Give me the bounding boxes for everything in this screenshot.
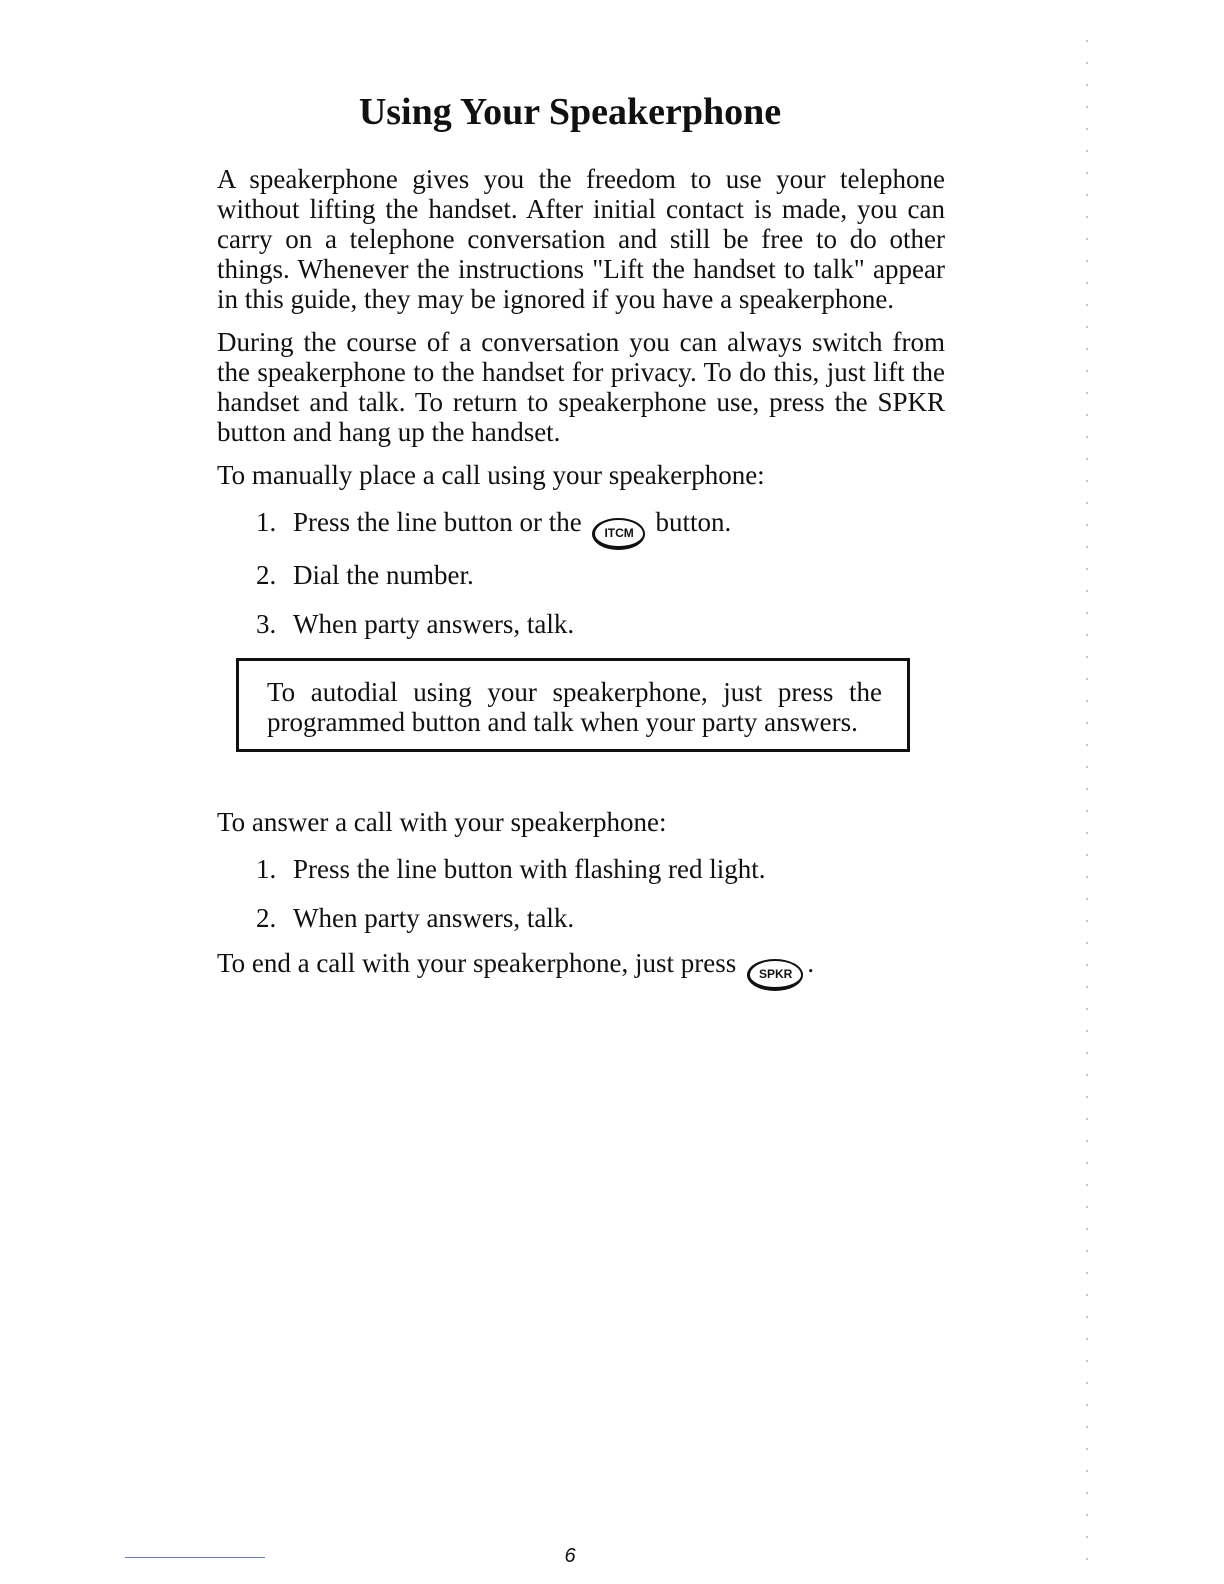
answer-call-heading: To answer a call with your speakerphone: (217, 807, 667, 837)
answer-call-step-1 (256, 854, 765, 884)
step-text: Press the line button or the (293, 507, 582, 537)
step-number: 1. (256, 854, 277, 884)
page-number: 6 (564, 1545, 576, 1567)
end-call-period: . (807, 948, 815, 978)
privacy-paragraph: During the course of a conversation you can always switch from the speakerphone to the handset for privacy. To do this, just lift the handset and talk. To return to speakerphone use, press the SPKR button and hang up the handset. (217, 327, 945, 447)
step-number: 2. (256, 560, 277, 590)
intro-paragraph: A speakerphone gives you the freedom to use your telephone without lifting the handset. After initial contact is made, you can carry on a telephone conversation and still be free to do other things. Whenever the instructions "Lift the handset to talk" appear in this guide, they may be ignored if you have a speakerphone. (217, 164, 945, 314)
step-text: Press the line button with flashing red light. (293, 854, 766, 884)
answer-call-step-2 (256, 903, 574, 933)
scan-edge-noise (1085, 30, 1089, 1560)
step-text-after: button. (655, 507, 732, 537)
step-number: 1. (256, 507, 277, 537)
step-text: Dial the number. (293, 560, 474, 590)
itcm-button-icon: ITCM (592, 518, 644, 550)
page-title: Using Your Speakerphone (358, 91, 782, 133)
step-number: 3. (256, 609, 277, 639)
place-call-heading: To manually place a call using your speakerphone: (217, 460, 765, 490)
place-call-step-1 (256, 507, 731, 550)
end-call-text: To end a call with your speakerphone, just press (217, 948, 737, 978)
scan-underline-mark (125, 1557, 265, 1558)
step-text: When party answers, talk. (293, 609, 575, 639)
step-text: When party answers, talk. (293, 903, 575, 933)
place-call-step-3 (256, 609, 574, 639)
end-call-line (217, 948, 814, 991)
step-number: 2. (256, 903, 277, 933)
place-call-step-2 (256, 560, 474, 590)
spkr-button-icon: SPKR (747, 959, 803, 991)
autodial-note-text: To autodial using your speakerphone, just press the programmed button and talk when your party answers. (267, 677, 882, 737)
autodial-note-box (236, 658, 910, 752)
